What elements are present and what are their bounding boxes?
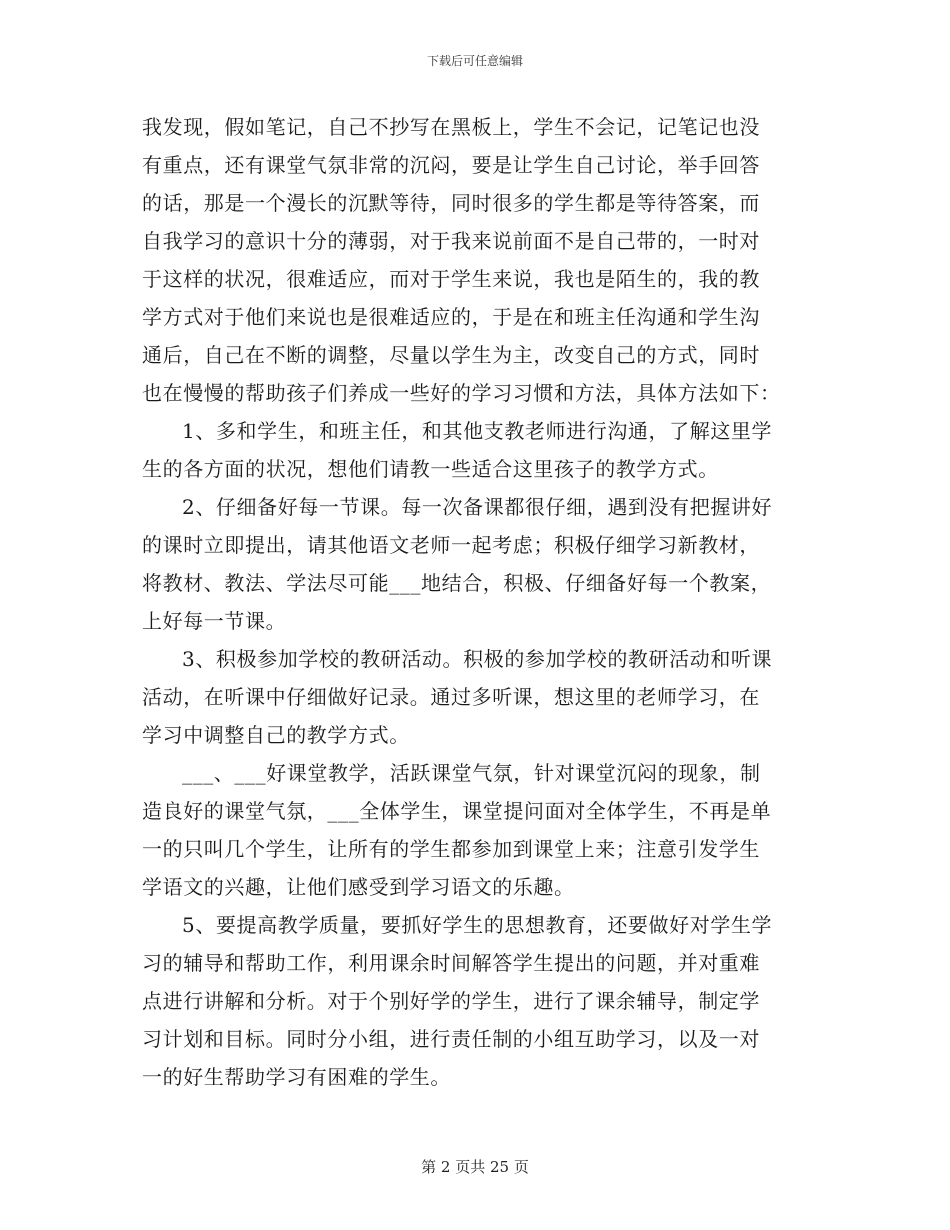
text-line: 通后，自己在不断的调整，尽量以学生为主，改变自己的方式，同时: [142, 343, 760, 367]
text-line: 上好每一节课。: [142, 609, 287, 633]
text-line: 习的辅导和帮助工作，利用课余时间解答学生提出的问题，并对重难: [142, 951, 760, 975]
text-line: 也在慢慢的帮助孩子们养成一些好的学习习惯和方法，具体方法如下：: [142, 381, 781, 405]
page-number: 第 2 页共 25 页: [421, 1158, 529, 1176]
text-line: 学方式对于他们来说也是很难适应的，于是在和班主任沟通和学生沟: [142, 305, 760, 329]
paragraph-5-start: 5、要提高教学质量，要抓好学生的思想教育，还要做好对学生学: [182, 913, 773, 937]
text-line: 我发现，假如笔记，自己不抄写在黑板上，学生不会记，记笔记也没: [142, 115, 760, 139]
paragraph-2-start: 2、仔细备好每一节课。每一次备课都很仔细，遇到没有把握讲好: [182, 495, 773, 519]
text-line: 的课时立即提出，请其他语文老师一起考虑；积极仔细学习新教材，: [142, 533, 760, 557]
text-line: 点进行讲解和分析。对于个别好学的学生，进行了课余辅导，制定学: [142, 989, 760, 1013]
text-line: 活动，在听课中仔细做好记录。通过多听课，想这里的老师学习，在: [142, 685, 760, 709]
text-line: 一的只叫几个学生，让所有的学生都参加到课堂上来；注意引发学生: [142, 837, 760, 861]
text-line: 有重点，还有课堂气氛非常的沉闷，要是让学生自己讨论，举手回答: [142, 153, 760, 177]
text-line: 生的各方面的状况，想他们请教一些适合这里孩子的教学方式。: [142, 457, 719, 481]
paragraph-3-start: 3、积极参加学校的教研活动。积极的参加学校的教研活动和听课: [182, 647, 773, 671]
text-line: 学语文的兴趣，让他们感受到学习语文的乐趣。: [142, 875, 575, 899]
text-line: 习计划和目标。同时分小组，进行责任制的小组互助学习，以及一对: [142, 1027, 760, 1051]
text-line: 一的好生帮助学习有困难的学生。: [142, 1065, 451, 1089]
paragraph-4-start: ___、___好课堂教学，活跃课堂气氛，针对课堂沉闷的现象，制: [182, 761, 761, 785]
paragraph-1-start: 1、多和学生，和班主任，和其他支教老师进行沟通，了解这里学: [182, 419, 773, 443]
text-line: 将教材、教法、学法尽可能___地结合，积极、仔细备好每一个教案，: [142, 571, 772, 595]
text-line: 造良好的课堂气氛，___全体学生，课堂提问面对全体学生，不再是单: [142, 799, 772, 823]
text-line: 于这样的状况，很难适应，而对于学生来说，我也是陌生的，我的教: [142, 267, 760, 291]
text-line: 学习中调整自己的教学方式。: [142, 723, 410, 747]
text-line: 自我学习的意识十分的薄弱，对于我来说前面不是自己带的，一时对: [142, 229, 760, 253]
document-body: [142, 108, 810, 1096]
text-line: 的话，那是一个漫长的沉默等待，同时很多的学生都是等待答案，而: [142, 191, 760, 215]
page-header: 下载后可任意编辑: [426, 54, 523, 68]
